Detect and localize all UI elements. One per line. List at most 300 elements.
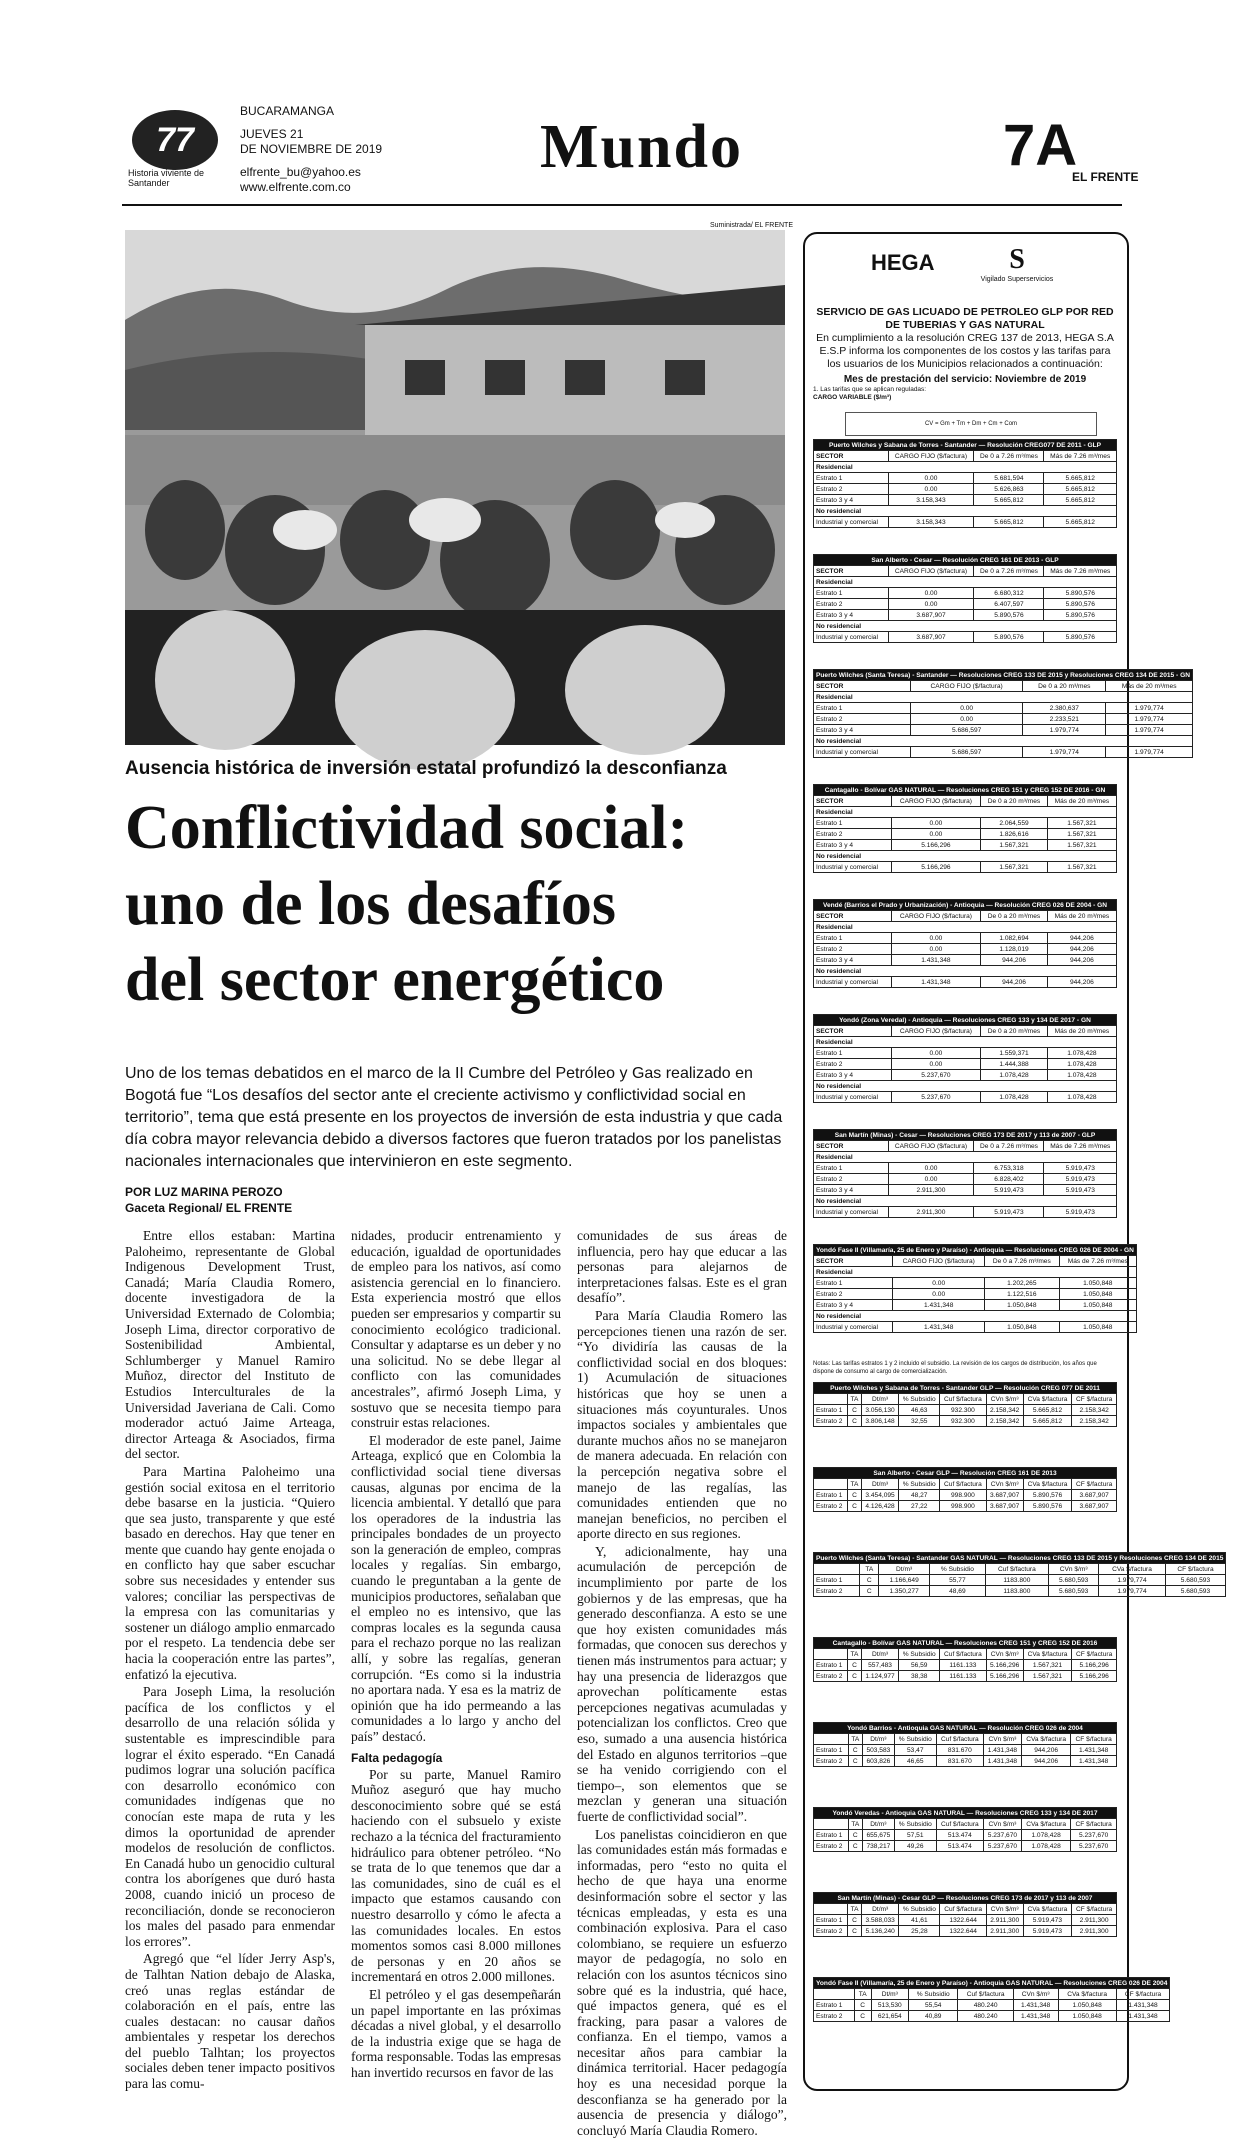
table-cell: 557,483 [861,1660,898,1671]
table-row [814,1207,1117,1218]
table-title: San Martín (Minas) - Cesar GLP — Resoluciones CREG 173 de 2017 y 113 de 2007 [814,1893,1117,1904]
group-label: No residencial [814,1196,1117,1207]
byline [125,1184,292,1216]
header-cell: TA [848,1819,862,1830]
header-cell [814,1479,848,1490]
subsidy-table [813,1467,1117,1512]
table-cell: 1.431,348 [1071,1756,1117,1767]
tariff-table [813,439,1117,528]
table-cell: 1.122,516 [985,1289,1060,1300]
table-cell: 1.431,348 [1116,2000,1170,2011]
table-cell: 5.919,473 [1044,1174,1117,1185]
table-cell: 1.050,848 [1058,2000,1116,2011]
table-cell: Estrato 1 [814,588,889,599]
table-row [814,495,1117,506]
table-title-row [814,1468,1117,1479]
group-label: Residencial [814,692,1193,703]
header-cell: % Subsidio [929,1564,985,1575]
table-cell: 513.474 [936,1841,983,1852]
table-title: Puerto Wilches y Sabana de Torres - Santander — Resolución CREG077 DE 2011 - GLP [814,440,1117,451]
table-cell: 3.588,033 [862,1915,899,1926]
table-cell: C [860,1575,879,1586]
table-cell: C [854,2011,871,2022]
table-cell: 0.00 [911,703,1023,714]
table-cell: 1.128,019 [981,944,1048,955]
table-title: Yondó Barrios - Antioquia GAS NATURAL — Resolución CREG 026 de 2004 [814,1723,1117,1734]
table-cell: 1.979,774 [1023,725,1106,736]
table-cell: 1322.644 [940,1915,986,1926]
table-cell: 1183.800 [985,1586,1048,1597]
table-cell: Industrial y comercial [814,517,889,528]
table-cell: Estrato 1 [814,1163,889,1174]
header-cell: CVn $/m³ [1048,1564,1099,1575]
table-cell: 5.626,863 [974,484,1044,495]
table-cell: 1.431,348 [1013,2000,1058,2011]
table-cell: Estrato 1 [814,1278,893,1289]
table-cell: Industrial y comercial [814,862,892,873]
superservicios-logo [977,244,1057,283]
table-cell: 1.567,321 [1023,1671,1072,1682]
email-link[interactable]: elfrente_bu@yahoo.es [240,165,361,179]
table-cell: C [848,1926,862,1937]
paragraph: Para Joseph Lima, la resolución pacífica de los conflictos y el desarrollo de una relación sólida y sustentable es imprescindible para lograr el éxito esperado. “En Canadá pudimos lograr una solución pacífica con desarrollo económico con comunidades indígenas que no conocían este mapa de ruta y les dimos la oportunidad de aprender modelos de resolución de conflictos. En Canadá hubo un genocidio cultural contra los aborígenes que duró hasta 2008, cuando inició un proceso de reconciliación, donde se reconocieron los males del pasado para enmendar los errores”. [125,1684,335,1949]
table-cell: 5.919,473 [1023,1926,1072,1937]
table-cell: 5.890,576 [1044,588,1117,599]
table-cell: 5.681,594 [974,473,1044,484]
table-cell: Industrial y comercial [814,977,892,988]
headline-line: Conflictividad social: [125,794,689,862]
table-cell: 1.078,428 [1047,1048,1116,1059]
paragraph: El petróleo y el gas desempeñarán un papel importante en las próximas décadas a nivel global, y el desarrollo de la industria exige que se haga de forma responsable. Todas las empresas han invertido recursos en favor de las [351,1986,561,2080]
header-cell: Cuf $/factura [940,1479,986,1490]
table-cell: 1.050,848 [1059,1289,1136,1300]
table-row [814,736,1193,747]
table-cell: 55,77 [929,1575,985,1586]
table-row [814,692,1193,703]
header-cell: TA [854,1989,871,2000]
header-cell: CARGO FIJO ($/factura) [893,1256,985,1267]
table-cell: 1.078,428 [1021,1841,1071,1852]
table-row [814,944,1117,955]
table-cell: 5.665,812 [1044,484,1117,495]
table-cell: 2.158,342 [986,1405,1023,1416]
header-cell: TA [847,1649,861,1660]
group-label: No residencial [814,1311,1137,1322]
header-cell: CVn $/m³ [986,1649,1023,1660]
header-cell: Cuf $/factura [936,1734,983,1745]
header-row [814,1026,1117,1037]
table-cell: 5.237,670 [1071,1830,1117,1841]
table-cell: 1.350,277 [879,1586,930,1597]
subsidy-table [813,1552,1226,1597]
header-cell: TA [848,1734,862,1745]
table-cell: Estrato 2 [814,1841,849,1852]
table-title-row [814,1808,1117,1819]
table-cell: 1.567,321 [1047,818,1116,829]
table-row [814,1300,1137,1311]
table-cell: Estrato 1 [814,703,911,714]
header-cell: Cuf $/factura [985,1564,1048,1575]
table-cell: 4.126,428 [861,1501,898,1512]
group-label: No residencial [814,1081,1117,1092]
table-cell: 0.00 [891,933,981,944]
table-cell: 1.050,848 [1059,1300,1136,1311]
table-cell: 1.050,848 [985,1300,1060,1311]
table-cell: 55,54 [909,2000,958,2011]
table-cell: 57,51 [894,1830,936,1841]
column-3 [577,1228,787,2140]
article-kicker: Ausencia histórica de inversión estatal profundizó la desconfianza [125,758,727,779]
table-cell: 0.00 [893,1278,985,1289]
photo-credit: Suministrada/ EL FRENTE [710,222,793,229]
table-cell: 2.911,300 [888,1185,974,1196]
table-row [814,922,1117,933]
table-title-row [814,1015,1117,1026]
table-row [814,1745,1117,1756]
table-cell: 1.050,848 [1059,1322,1136,1333]
tariff-table [813,1244,1137,1333]
table-cell: Estrato 3 y 4 [814,610,889,621]
table-row [814,2000,1170,2011]
header-cell: Dt/m³ [871,1989,908,2000]
article-headline [125,790,795,1018]
table-cell: 6.753,318 [974,1163,1044,1174]
table-cell: 480.240 [958,2011,1014,2022]
table-cell: Estrato 3 y 4 [814,1185,889,1196]
table-cell: 27,22 [899,1501,940,1512]
table-cell: 1.826,616 [981,829,1048,840]
table-cell: 998.900 [940,1490,986,1501]
note: 1. Las tarifas que se aplican reguladas: [813,386,927,393]
table-row [814,1070,1117,1081]
table-row [814,807,1117,818]
table-cell: 3.687,907 [1072,1490,1117,1501]
table-cell: 1.431,348 [893,1322,985,1333]
table-cell: 513.474 [936,1830,983,1841]
table-cell: 5.166,296 [986,1671,1023,1682]
table-cell: 3.806,148 [861,1416,898,1427]
table-row [814,829,1117,840]
table-cell: Estrato 3 y 4 [814,1300,893,1311]
table-cell: 1.979,774 [1023,747,1106,758]
group-label: No residencial [814,851,1117,862]
table-row [814,1490,1117,1501]
table-cell: 1.431,348 [983,1756,1021,1767]
table-row [814,2011,1170,2022]
table-row [814,840,1117,851]
table-cell: 2.911,300 [1072,1926,1117,1937]
table-cell: 5.166,296 [1072,1671,1117,1682]
web-link[interactable]: www.elfrente.com.co [240,180,351,194]
table-cell: C [847,1660,861,1671]
article-lead: Uno de los temas debatidos en el marco de la II Cumbre del Petróleo y Gas realizado en Bogotá fue “Los desafíos del sector ante el creciente activismo y conflictividad social en territorio”, tema que está presente en los proyectos de inversión de esta industria y que cada día cobra mayor relevancia debido a diversos factores que fueron tratados por los panelistas nacionales internacionales que intervinieron en este segmento. [125,1065,783,1170]
header-row [814,1479,1117,1490]
header-row [814,1819,1117,1830]
table-title: Puerto Wilches (Santa Teresa) - Santander GAS NATURAL — Resoluciones CREG 133 DE 2015 y Resoluciones CREG 134 DE 2015 [814,1553,1226,1564]
table-cell: 6.407,597 [974,599,1044,610]
table-cell: 1.078,428 [1047,1059,1116,1070]
table-row [814,1048,1117,1059]
table-cell: Estrato 3 y 4 [814,955,892,966]
header-row [814,1394,1117,1405]
table-cell: 5.686,597 [911,747,1023,758]
table-cell: 5.665,812 [1023,1405,1072,1416]
table-cell: 1.431,348 [893,1300,985,1311]
tariff-notice-ad [803,232,1224,2091]
table-cell: 1.979,774 [1106,747,1193,758]
table-cell: 1.979,774 [1106,714,1193,725]
header-row [814,1564,1226,1575]
header-cell: De 0 a 20 m³/mes [981,1026,1048,1037]
header-cell: CARGO FIJO ($/factura) [891,911,981,922]
table-cell: C [847,1671,861,1682]
table-cell: Industrial y comercial [814,747,911,758]
table-cell: 5.665,812 [974,517,1044,528]
header-cell: Cuf $/factura [936,1819,983,1830]
table-cell: 5.166,296 [1072,1660,1117,1671]
table-cell: 603,826 [862,1756,894,1767]
header-cell: SECTOR [814,1256,893,1267]
table-title-row [814,1723,1117,1734]
header-cell: Más de 20 m³/mes [1106,681,1193,692]
table-cell: 0.00 [888,473,974,484]
table-title-row [814,1245,1137,1256]
table-cell: 1.567,321 [981,862,1048,873]
header-cell: CVn $/m³ [986,1479,1023,1490]
table-cell: Estrato 2 [814,1926,848,1937]
table-cell: 48,27 [899,1490,940,1501]
table-row [814,1081,1117,1092]
table-cell: 1.082,694 [981,933,1048,944]
header-cell: Más de 7.26 m³/mes [1044,451,1117,462]
table-cell: Estrato 2 [814,829,892,840]
table-cell: 1.078,428 [981,1070,1048,1081]
table-cell: 5.919,473 [1044,1207,1117,1218]
header-row [814,796,1117,807]
header-cell: CARGO FIJO ($/factura) [911,681,1023,692]
article-photo [125,230,785,745]
column-1 [125,1228,335,2094]
table-title: Yondó (Zona Veredal) - Antioquia — Resoluciones CREG 133 y 134 DE 2017 - GN [814,1015,1117,1026]
table-row [814,577,1117,588]
group-label: Residencial [814,807,1117,818]
table-title: San Martín (Minas) - Cesar — Resoluciones CREG 173 DE 2017 y 113 de 2007 - GLP [814,1130,1117,1141]
header-cell: CF $/factura [1071,1819,1117,1830]
superservicios-icon: S [1009,244,1025,275]
table-cell: 1.979,774 [1106,725,1193,736]
table-title: Vendé (Barrios el Prado y Urbanización) - Antioquia — Resolución CREG 026 DE 2004 - GN [814,900,1117,911]
table-row [814,1278,1137,1289]
group-label: No residencial [814,736,1193,747]
table-row [814,977,1117,988]
tariff-table [813,1014,1117,1103]
table-cell: 2.064,559 [981,818,1048,829]
header-cell: % Subsidio [894,1734,936,1745]
header-cell: TA [847,1394,861,1405]
table-row [814,462,1117,473]
header-cell [814,1394,848,1405]
table-cell: 5.890,576 [1044,599,1117,610]
cargo-label: CARGO VARIABLE ($/m³) [813,394,892,401]
table-cell: 5.686,597 [911,725,1023,736]
table-cell: 5.680,593 [1165,1575,1226,1586]
table-cell: 5.665,812 [1044,517,1117,528]
header-cell: Dt/m³ [862,1904,899,1915]
header-cell: Cuf $/factura [940,1904,986,1915]
table-cell: 2.911,300 [986,1915,1023,1926]
header-cell: CVa $/factura [1021,1819,1071,1830]
table-row [814,1501,1117,1512]
table-cell: 1.979,774 [1099,1575,1165,1586]
table-cell: Estrato 3 y 4 [814,725,911,736]
table-cell: 2.911,300 [888,1207,974,1218]
table-row [814,1163,1117,1174]
table-row [814,703,1193,714]
table-title: Yondó Veredas - Antioquia GAS NATURAL — Resoluciones CREG 133 y 134 DE 2017 [814,1808,1117,1819]
subhead: Falta pedagogía [351,1750,443,1765]
header-cell [814,1904,848,1915]
day: JUEVES 21 [240,127,304,141]
table-cell: 2.911,300 [1072,1915,1117,1926]
table-cell: Estrato 1 [814,933,892,944]
table-cell: C [847,1405,861,1416]
table-cell: C [847,1501,861,1512]
header-cell: TA [847,1479,861,1490]
table-row [814,966,1117,977]
header-cell: % Subsidio [894,1819,936,1830]
table-cell: 1.431,348 [891,977,981,988]
table-cell: 0.00 [891,1059,981,1070]
table-cell: 1322.644 [940,1926,986,1937]
header-cell: Más de 7.26 m³/mes [1044,566,1117,577]
table-row [814,1037,1117,1048]
header-cell: De 0 a 7.26 m³/mes [974,1141,1044,1152]
table-cell: 1161.133 [940,1671,986,1682]
subsidy-table [813,1892,1117,1937]
table-cell: Estrato 2 [814,1289,893,1300]
table-cell: 738,217 [862,1841,894,1852]
table-cell: 932.300 [940,1416,986,1427]
header-cell: CVa $/factura [1099,1564,1165,1575]
header-row [814,681,1193,692]
header-cell: CF $/factura [1072,1649,1117,1660]
table-cell: 1.202,265 [985,1278,1060,1289]
table-cell: Estrato 2 [814,1501,848,1512]
table-cell: 2.380,637 [1023,703,1106,714]
header-cell: CARGO FIJO ($/factura) [891,796,981,807]
table-row [814,1311,1137,1322]
header-cell: % Subsidio [899,1479,940,1490]
table-row [814,1926,1117,1937]
table-cell: 5.919,473 [974,1185,1044,1196]
table-cell: 5.665,812 [1044,473,1117,484]
headline-line: del sector energético [125,946,665,1014]
table-cell: Estrato 2 [814,2011,855,2022]
table-cell: 2.158,342 [1072,1416,1117,1427]
service-month: Mes de prestación del servicio: Noviembre de 2019 [843,374,1087,385]
paragraph: El moderador de este panel, Jaime Arteaga, explicó que en Colombia la conflictividad social tiene diversas causas, algunas por encima de la licencia ambiental. Y detalló que para los operadores de la industria las principales bondades de un proyecto son la generación de empleo, compras locales y regalías. Sin embargo, cuando le preguntaban a la gente de municipios productores, señalaban que el empleo no es intensivo, que las compras locales es la segunda causa para el rechazo porque no las realizan allí, y sobre las regalías, generan corrupción. “Es como si la industria no aportara nada. Y esa es la matriz de opinión que ha ido permeando a las comunidades a lo largo y ancho del país” destacó. [351,1432,561,1744]
table-title-row [814,1130,1117,1141]
table-cell: 5.680,593 [1048,1575,1099,1586]
page-number: 7A [1003,113,1078,178]
table-cell: 5.665,812 [1023,1416,1072,1427]
table-cell: 0.00 [891,944,981,955]
table-cell: 944,206 [1047,933,1116,944]
table-cell: Estrato 1 [814,1745,849,1756]
header-row [814,566,1117,577]
tariff-formula: CV = Gm + Tm + Dm + Cm + Com [845,412,1097,436]
table-cell: 3.454,095 [861,1490,898,1501]
ad-notes [813,386,1113,402]
table-title: Puerto Wilches y Sabana de Torres - Santander GLP — Resolución CREG 077 DE 2011 [814,1383,1117,1394]
table-cell: 5.919,473 [1044,1185,1117,1196]
table-cell: 38,38 [899,1671,940,1682]
header-cell [814,1819,849,1830]
header-cell: % Subsidio [899,1649,940,1660]
header-row [814,1256,1137,1267]
table-row [814,1575,1226,1586]
table-cell: 1.979,774 [1099,1586,1165,1597]
table-cell: 1.078,428 [981,1092,1048,1103]
header-cell [814,1989,855,2000]
table-cell: 46,65 [894,1756,936,1767]
table-cell: 5.890,576 [974,632,1044,643]
table-cell: 3.687,907 [888,610,974,621]
table-cell: 5.680,593 [1165,1586,1226,1597]
paragraph: Y, adicionalmente, hay una acumulación de percepción de incumplimiento por parte de los gobiernos y de las empresas, que ha generado desconfianza. A esto se une que hoy existen comunidades más formadas, que conocen sus derechos y tienen más instrumentos para actuar; y hay una presencia de liderazgos que aprovechan políticamente estas percepciones negativas acumuladas y potencializan los conflictos. Creo que eso, sumado a una ausencia histórica del Estado en algunos territorios –que se ha venido corrigiendo con el tiempo–, son elementos que se mezclan y generan una situación fuerte de conflictividad social”. [577,1543,787,1824]
table-cell: 41,61 [899,1915,940,1926]
table-cell: 1.444,388 [981,1059,1048,1070]
table-row [814,1267,1137,1278]
table-cell: 1.567,321 [1047,829,1116,840]
table-cell: 5.665,812 [974,495,1044,506]
table-cell: 944,206 [1021,1756,1071,1767]
table-cell: 0.00 [888,484,974,495]
table-row [814,1416,1117,1427]
header-cell: CARGO FIJO ($/factura) [891,1026,981,1037]
group-label: Residencial [814,462,1117,473]
table-cell: 3.687,907 [1072,1501,1117,1512]
table-cell: 5.890,576 [1044,632,1117,643]
table-title: San Alberto - Cesar — Resolución CREG 161 DE 2013 - GLP [814,555,1117,566]
header-cell: De 0 a 7.26 m³/mes [974,566,1044,577]
table-cell: 944,206 [1047,955,1116,966]
header-cell: SECTOR [814,1026,892,1037]
table-title: Puerto Wilches (Santa Teresa) - Santander — Resoluciones CREG 133 DE 2015 y Resoluciones CREG 134 DE 2015 - GN [814,670,1193,681]
table-cell: 0.00 [888,588,974,599]
paragraph: Por su parte, Manuel Ramiro Muñoz aseguró que hay mucho desconocimiento sobre qué se está haciendo con el subsuelo y existe rechazo a la técnica del fracturamiento hidráulico para obtener petróleo. “No se trata de lo que tenemos que dar a las comunidades, sino de cuál es el impacto que estamos causando con nuestro desarrollo y cómo le afecta a las comunidades locales. En estos momentos somos casi 8.000 millones de personas y en 20 años se incrementará en otros 2.000 millones. [351,1766,561,1985]
header-cell: SECTOR [814,681,911,692]
header-cell: CVa $/factura [1023,1479,1072,1490]
table-row [814,1185,1117,1196]
table-cell: Estrato 1 [814,1915,848,1926]
table-title: Cantagallo - Bolívar GAS NATURAL — Resoluciones CREG 151 y CREG 152 DE 2016 - GN [814,785,1117,796]
table-cell: C [848,1830,862,1841]
masthead-info [240,104,382,195]
table-cell: Estrato 3 y 4 [814,495,889,506]
table-title-row [814,1553,1226,1564]
author: POR LUZ MARINA PEROZO [125,1185,283,1199]
table-cell: Estrato 1 [814,1490,848,1501]
table-cell: Estrato 2 [814,1059,892,1070]
table-title-row [814,1383,1117,1394]
table-title: Yondó Fase II (Villamaría, 25 de Enero y Paraíso) - Antioquia GAS NATURAL — Resoluciones CREG 026 DE 2004 [814,1978,1170,1989]
header-cell: CVn $/m³ [983,1819,1021,1830]
newspaper-logo: 77 [132,110,218,170]
tariff-table [813,899,1117,988]
table-cell: 1.078,428 [1047,1070,1116,1081]
table-row [814,621,1117,632]
